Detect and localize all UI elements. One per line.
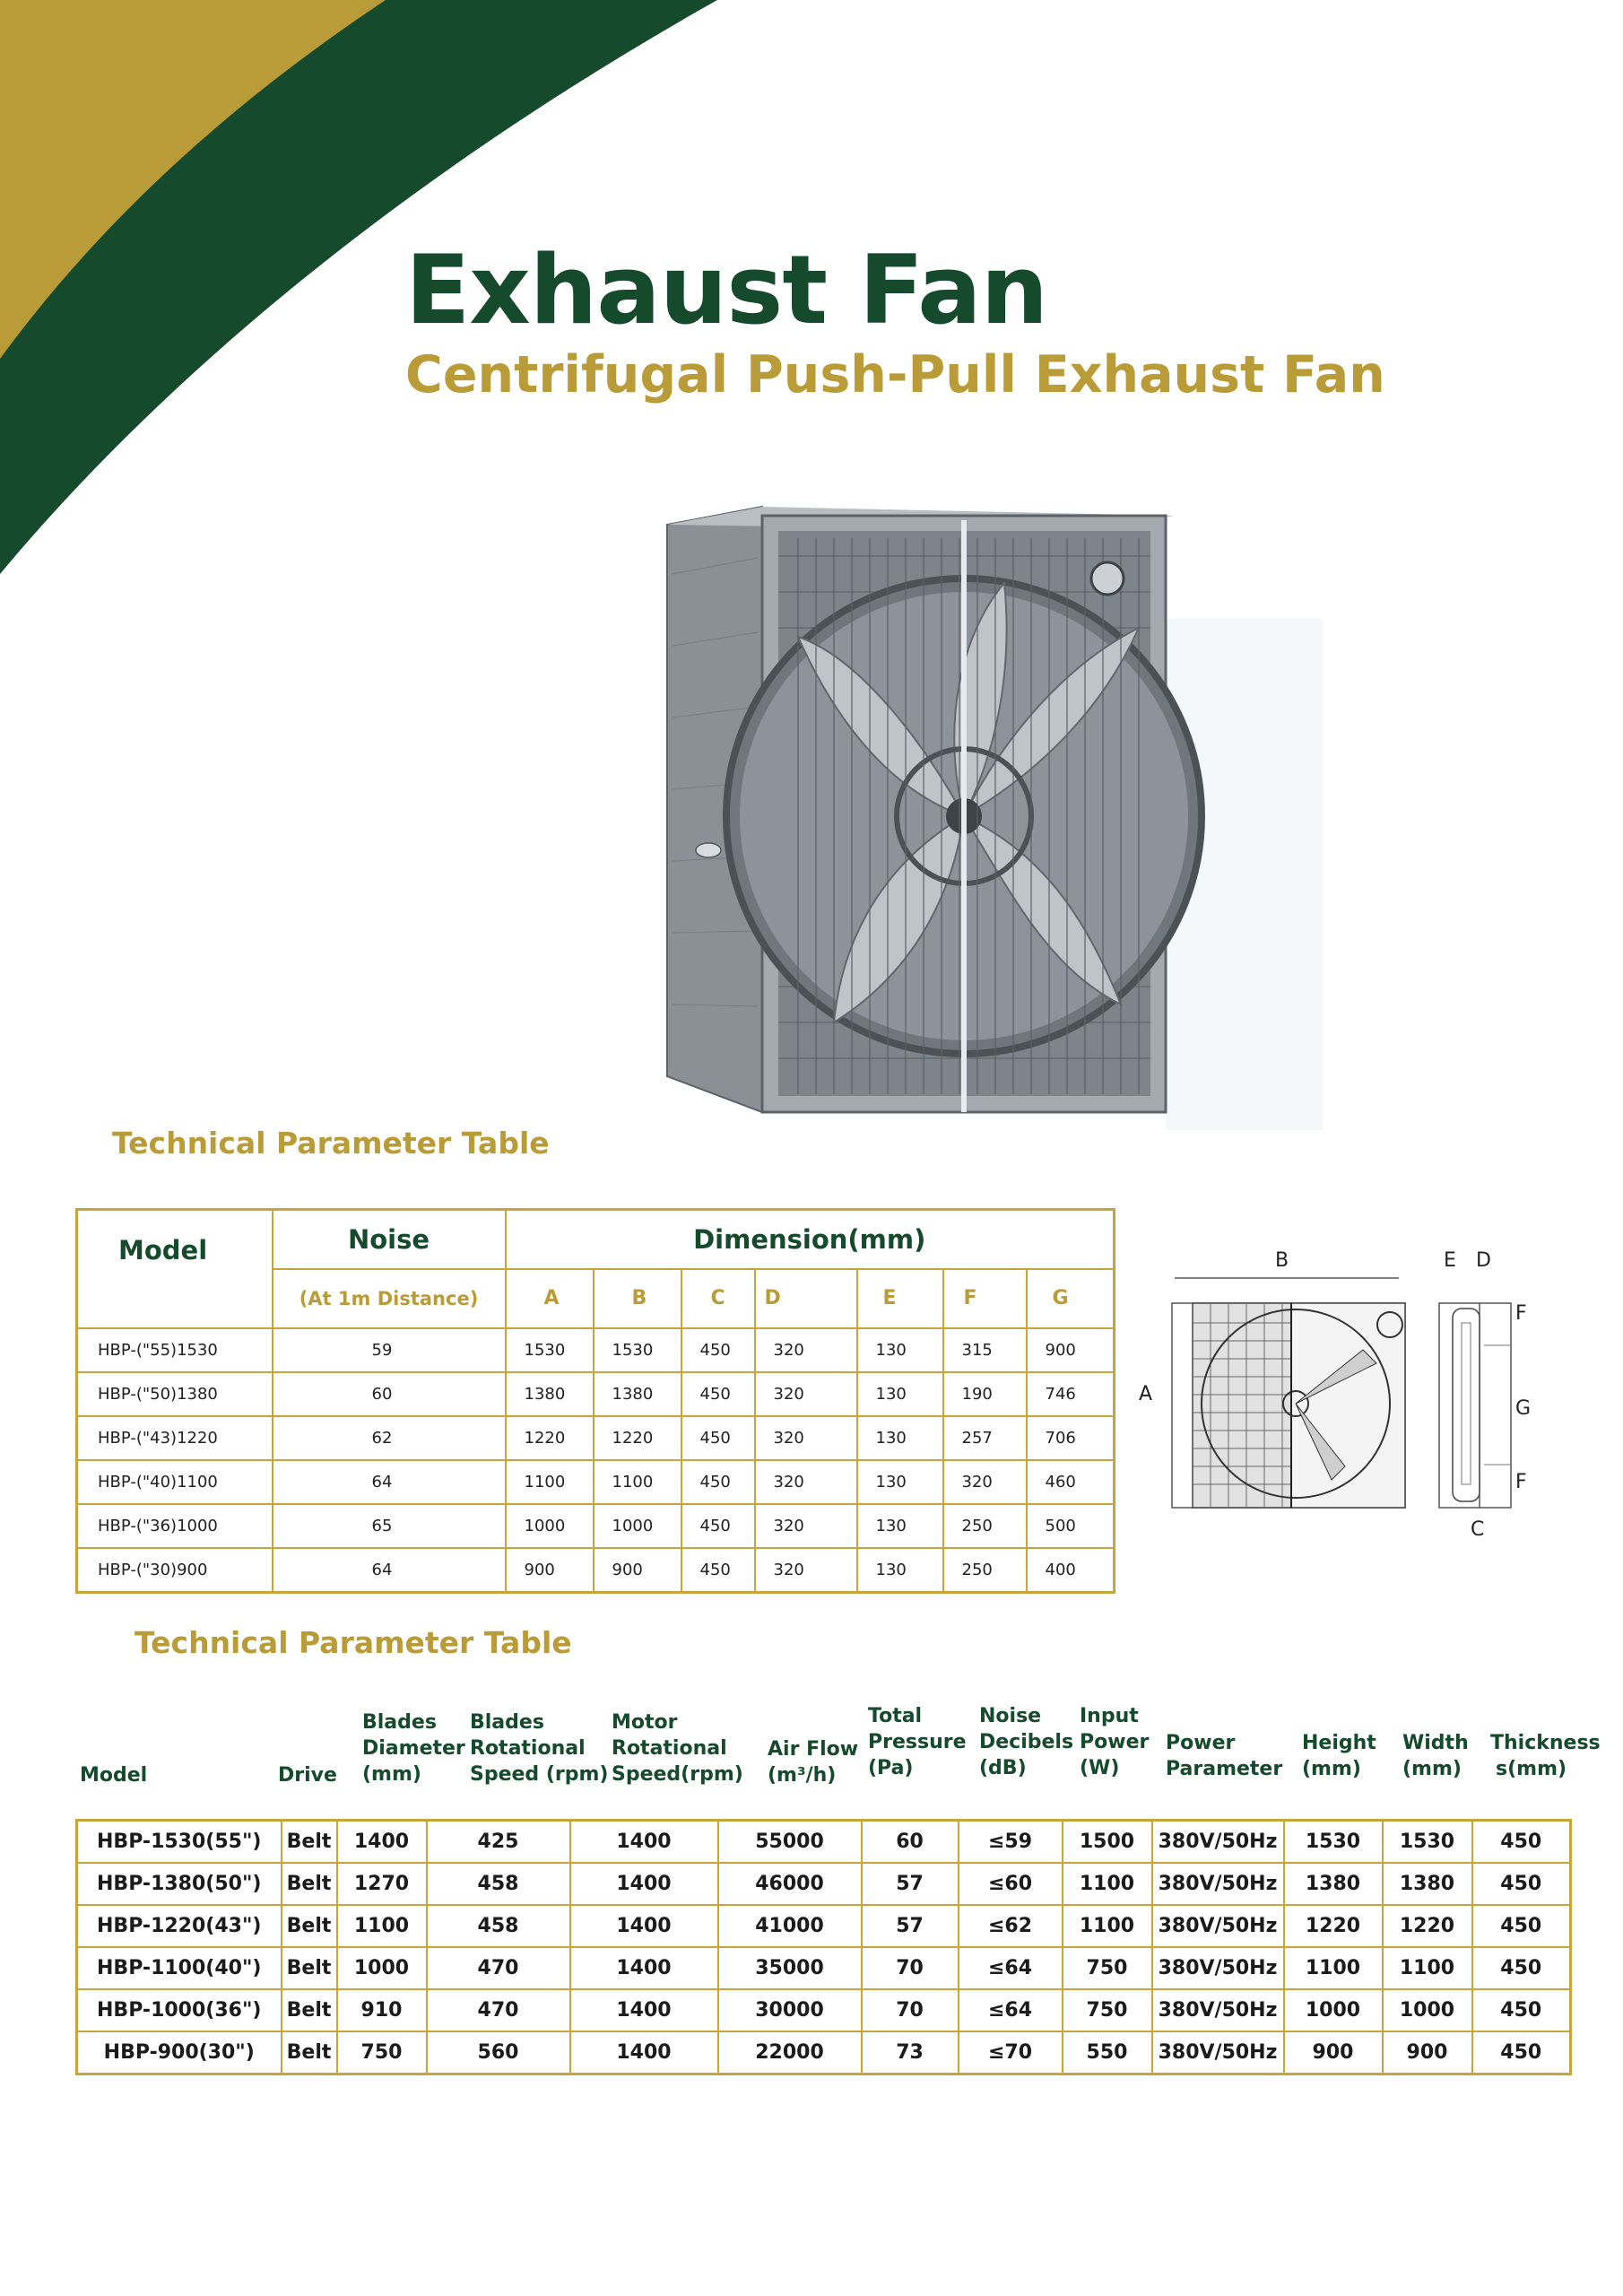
pressure-cell: 60 <box>862 1821 959 1864</box>
header-air-flow: Air Flow (m³/h) <box>768 1738 859 1787</box>
blade-rpm-cell: 425 <box>427 1821 570 1864</box>
dim-f-cell: 250 <box>943 1548 1027 1593</box>
air-flow-cell: 35000 <box>718 1947 862 1989</box>
header-dim-a: A <box>506 1269 594 1328</box>
table-row <box>77 2031 1571 2074</box>
diameter-cell: 1400 <box>337 1821 427 1864</box>
diameter-cell: 1100 <box>337 1905 427 1947</box>
header-blade-speed: Blades Rotational Speed (rpm) <box>470 1711 609 1786</box>
dim-g-cell: 400 <box>1027 1548 1115 1593</box>
header-dim-d: D <box>755 1269 857 1328</box>
motor-rpm-cell: 1400 <box>570 1863 718 1905</box>
power-cell: 1500 <box>1063 1821 1152 1864</box>
diagram-label-g: G <box>1515 1397 1532 1420</box>
diagram-label-f-bottom: F <box>1515 1471 1527 1493</box>
height-cell: 900 <box>1284 2031 1383 2074</box>
exhaust-fan-product-image <box>619 502 1327 1135</box>
width-cell: 1530 <box>1383 1821 1472 1864</box>
dim-b-cell: 1530 <box>594 1328 681 1372</box>
header-noise: Noise Decibels (dB) <box>979 1705 1074 1779</box>
thickness-cell: 450 <box>1472 1821 1571 1864</box>
dim-e-cell: 130 <box>857 1416 943 1460</box>
diameter-cell: 1270 <box>337 1863 427 1905</box>
header-power-parameter: Power Parameter <box>1166 1732 1283 1780</box>
width-cell: 1000 <box>1383 1989 1472 2031</box>
motor-rpm-cell: 1400 <box>570 1989 718 2031</box>
drive-cell: Belt <box>282 1947 337 1989</box>
dim-c-cell: 450 <box>681 1548 755 1593</box>
drive-cell: Belt <box>282 2031 337 2074</box>
dim-b-cell: 1000 <box>594 1504 681 1548</box>
diameter-cell: 750 <box>337 2031 427 2074</box>
motor-rpm-cell: 1400 <box>570 1905 718 1947</box>
dim-b-cell: 900 <box>594 1548 681 1593</box>
model-cell: HBP-1000(36") <box>77 1989 282 2031</box>
param-cell: 380V/50Hz <box>1152 1905 1284 1947</box>
diagram-label-f-top: F <box>1515 1302 1527 1325</box>
blade-rpm-cell: 458 <box>427 1905 570 1947</box>
drive-cell: Belt <box>282 1821 337 1864</box>
header-width: Width (mm) <box>1402 1732 1469 1780</box>
dim-b-cell: 1380 <box>594 1372 681 1416</box>
table-row <box>77 1460 1115 1504</box>
pressure-cell: 70 <box>862 1989 959 2031</box>
dim-g-cell: 460 <box>1027 1460 1115 1504</box>
dim-a-cell: 1000 <box>506 1504 594 1548</box>
param-cell: 380V/50Hz <box>1152 1947 1284 1989</box>
model-cell: HBP-("36)1000 <box>77 1504 273 1548</box>
power-cell: 750 <box>1063 1947 1152 1989</box>
header-noise-distance: (At 1m Distance) <box>273 1269 506 1328</box>
dim-e-cell: 130 <box>857 1548 943 1593</box>
header-dim-b: B <box>594 1269 681 1328</box>
dim-a-cell: 1220 <box>506 1416 594 1460</box>
air-flow-cell: 55000 <box>718 1821 862 1864</box>
dim-g-cell: 706 <box>1027 1416 1115 1460</box>
dim-g-cell: 900 <box>1027 1328 1115 1372</box>
model-cell: HBP-1100(40") <box>77 1947 282 1989</box>
dim-d-cell: 320 <box>755 1548 857 1593</box>
noise-cell: ≤64 <box>959 1947 1063 1989</box>
noise-cell: ≤64 <box>959 1989 1063 2031</box>
header-model: Model <box>80 1764 148 1787</box>
header-dimension: Dimension(mm) <box>506 1210 1115 1269</box>
noise-cell: 64 <box>273 1460 506 1504</box>
thickness-cell: 450 <box>1472 1989 1571 2031</box>
blade-rpm-cell: 560 <box>427 2031 570 2074</box>
param-cell: 380V/50Hz <box>1152 1989 1284 2031</box>
blade-rpm-cell: 470 <box>427 1947 570 1989</box>
header-noise: Noise <box>273 1210 506 1269</box>
thickness-cell: 450 <box>1472 1905 1571 1947</box>
blade-rpm-cell: 458 <box>427 1863 570 1905</box>
pressure-cell: 57 <box>862 1905 959 1947</box>
table-row <box>77 1905 1571 1947</box>
param-cell: 380V/50Hz <box>1152 2031 1284 2074</box>
height-cell: 1000 <box>1284 1989 1383 2031</box>
width-cell: 900 <box>1383 2031 1472 2074</box>
header-dim-g: G <box>1027 1269 1115 1328</box>
model-cell: HBP-1380(50") <box>77 1863 282 1905</box>
dimension-table <box>75 1208 1115 1594</box>
air-flow-cell: 46000 <box>718 1863 862 1905</box>
dim-a-cell: 900 <box>506 1548 594 1593</box>
header-dim-e: E <box>857 1269 943 1328</box>
model-cell: HBP-1530(55") <box>77 1821 282 1864</box>
height-cell: 1100 <box>1284 1947 1383 1989</box>
dim-a-cell: 1380 <box>506 1372 594 1416</box>
param-cell: 380V/50Hz <box>1152 1863 1284 1905</box>
diagram-label-a: A <box>1139 1383 1153 1405</box>
model-cell: HBP-1220(43") <box>77 1905 282 1947</box>
noise-cell: ≤70 <box>959 2031 1063 2074</box>
header-thickness: Thickness s(mm) <box>1490 1732 1601 1780</box>
model-cell: HBP-("55)1530 <box>77 1328 273 1372</box>
thickness-cell: 450 <box>1472 1947 1571 1989</box>
dim-c-cell: 450 <box>681 1460 755 1504</box>
motor-rpm-cell: 1400 <box>570 1821 718 1864</box>
table-row <box>77 1372 1115 1416</box>
header-input-power: Input Power (W) <box>1080 1705 1150 1779</box>
header-drive: Drive <box>278 1764 337 1787</box>
diameter-cell: 910 <box>337 1989 427 2031</box>
dim-f-cell: 250 <box>943 1504 1027 1548</box>
width-cell: 1220 <box>1383 1905 1472 1947</box>
power-cell: 1100 <box>1063 1863 1152 1905</box>
dim-c-cell: 450 <box>681 1504 755 1548</box>
dim-b-cell: 1100 <box>594 1460 681 1504</box>
pressure-cell: 70 <box>862 1947 959 1989</box>
air-flow-cell: 41000 <box>718 1905 862 1947</box>
width-cell: 1380 <box>1383 1863 1472 1905</box>
noise-cell: ≤60 <box>959 1863 1063 1905</box>
param-cell: 380V/50Hz <box>1152 1821 1284 1864</box>
thickness-cell: 450 <box>1472 2031 1571 2074</box>
section-title-specs: Technical Parameter Table <box>135 1625 572 1660</box>
header-height: Height (mm) <box>1302 1732 1376 1780</box>
diameter-cell: 1000 <box>337 1947 427 1989</box>
dim-f-cell: 257 <box>943 1416 1027 1460</box>
page-subtitle: Centrifugal Push-Pull Exhaust Fan <box>405 345 1385 404</box>
header-motor-speed: Motor Rotational Speed(rpm) <box>612 1711 743 1786</box>
dim-d-cell: 320 <box>755 1416 857 1460</box>
dim-a-cell: 1100 <box>506 1460 594 1504</box>
pressure-cell: 57 <box>862 1863 959 1905</box>
page-title: Exhaust Fan <box>405 235 1048 345</box>
height-cell: 1380 <box>1284 1863 1383 1905</box>
model-cell: HBP-("40)1100 <box>77 1460 273 1504</box>
dim-e-cell: 130 <box>857 1460 943 1504</box>
header-model: Model <box>77 1210 273 1269</box>
blade-rpm-cell: 470 <box>427 1989 570 2031</box>
dim-d-cell: 320 <box>755 1460 857 1504</box>
model-cell: HBP-900(30") <box>77 2031 282 2074</box>
noise-cell: 64 <box>273 1548 506 1593</box>
table-row <box>77 1947 1571 1989</box>
table-row <box>77 1504 1115 1548</box>
noise-cell: ≤62 <box>959 1905 1063 1947</box>
header-pressure: Total Pressure (Pa) <box>868 1705 967 1779</box>
header-blade-diameter: Blades Diameter (mm) <box>362 1711 465 1786</box>
diagram-label-e: E <box>1444 1249 1456 1272</box>
dim-f-cell: 315 <box>943 1328 1027 1372</box>
dim-c-cell: 450 <box>681 1372 755 1416</box>
header-model-blank <box>77 1269 273 1328</box>
thickness-cell: 450 <box>1472 1863 1571 1905</box>
pressure-cell: 73 <box>862 2031 959 2074</box>
spec-table-header <box>75 1705 1601 1816</box>
dim-e-cell: 130 <box>857 1372 943 1416</box>
noise-cell: 59 <box>273 1328 506 1372</box>
table-row <box>77 1821 1571 1864</box>
air-flow-cell: 30000 <box>718 1989 862 2031</box>
dim-f-cell: 320 <box>943 1460 1027 1504</box>
dim-c-cell: 450 <box>681 1416 755 1460</box>
diagram-label-d: D <box>1476 1249 1491 1272</box>
drive-cell: Belt <box>282 1905 337 1947</box>
motor-rpm-cell: 1400 <box>570 1947 718 1989</box>
table-row <box>77 1416 1115 1460</box>
noise-cell: ≤59 <box>959 1821 1063 1864</box>
table-row <box>77 1989 1571 2031</box>
dim-g-cell: 746 <box>1027 1372 1115 1416</box>
model-cell: HBP-("30)900 <box>77 1548 273 1593</box>
table-row <box>77 1548 1115 1593</box>
dim-c-cell: 450 <box>681 1328 755 1372</box>
noise-cell: 62 <box>273 1416 506 1460</box>
height-cell: 1530 <box>1284 1821 1383 1864</box>
table-row <box>77 1863 1571 1905</box>
dim-d-cell: 320 <box>755 1328 857 1372</box>
dim-b-cell: 1220 <box>594 1416 681 1460</box>
dim-e-cell: 130 <box>857 1328 943 1372</box>
noise-cell: 60 <box>273 1372 506 1416</box>
noise-cell: 65 <box>273 1504 506 1548</box>
air-flow-cell: 22000 <box>718 2031 862 2074</box>
drive-cell: Belt <box>282 1989 337 2031</box>
power-cell: 750 <box>1063 1989 1152 2031</box>
dim-d-cell: 320 <box>755 1504 857 1548</box>
header-dim-f: F <box>943 1269 1027 1328</box>
power-cell: 1100 <box>1063 1905 1152 1947</box>
width-cell: 1100 <box>1383 1947 1472 1989</box>
motor-rpm-cell: 1400 <box>570 2031 718 2074</box>
spec-table <box>75 1819 1572 2075</box>
diagram-label-c: C <box>1471 1518 1485 1541</box>
model-cell: HBP-("43)1220 <box>77 1416 273 1460</box>
section-title-dimensions: Technical Parameter Table <box>112 1126 550 1161</box>
dim-e-cell: 130 <box>857 1504 943 1548</box>
power-cell: 550 <box>1063 2031 1152 2074</box>
diagram-label-b: B <box>1275 1249 1289 1272</box>
dim-f-cell: 190 <box>943 1372 1027 1416</box>
model-cell: HBP-("50)1380 <box>77 1372 273 1416</box>
height-cell: 1220 <box>1284 1905 1383 1947</box>
dim-g-cell: 500 <box>1027 1504 1115 1548</box>
drive-cell: Belt <box>282 1863 337 1905</box>
dim-a-cell: 1530 <box>506 1328 594 1372</box>
header-dim-c: C <box>681 1269 755 1328</box>
table-row <box>77 1328 1115 1372</box>
dim-d-cell: 320 <box>755 1372 857 1416</box>
